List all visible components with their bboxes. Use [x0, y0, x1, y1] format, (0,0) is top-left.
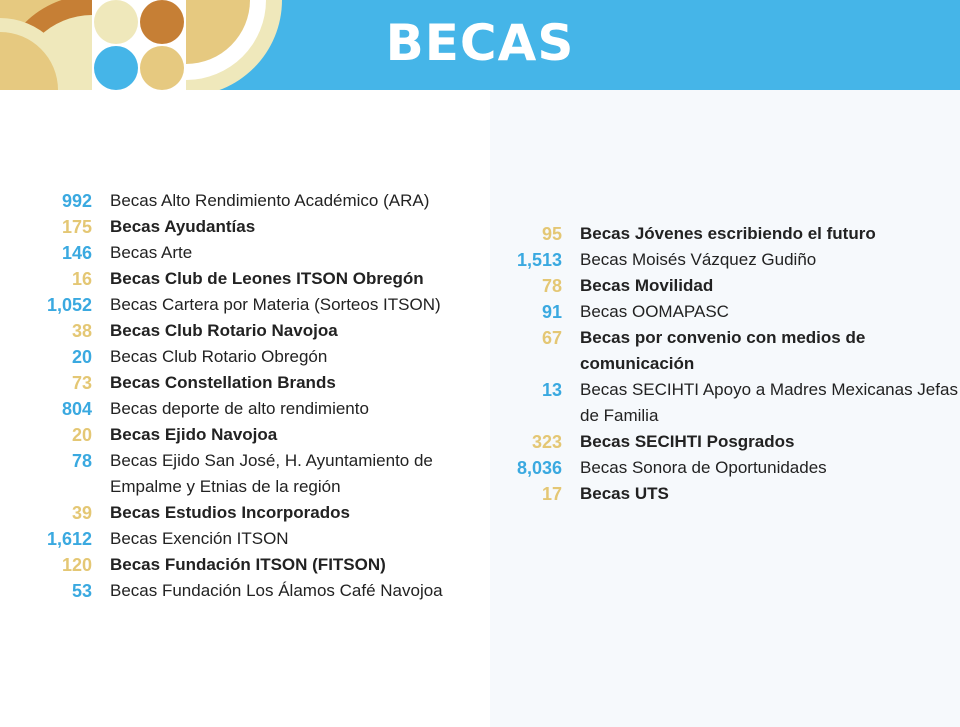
scholarship-count: 91: [541, 302, 562, 322]
scholarship-item: [500, 247, 960, 273]
scholarship-count: 53: [71, 581, 92, 601]
scholarship-name: Becas Fundación Los Álamos Café Navojoa: [110, 581, 443, 600]
scholarship-name: Becas Arte: [110, 243, 193, 262]
scholarship-name: Becas Cartera por Materia (Sorteos ITSON): [110, 295, 441, 314]
scholarship-list-right: [500, 221, 960, 507]
scholarship-count: 13: [541, 380, 562, 400]
scholarship-item: [0, 370, 480, 396]
scholarship-name: Becas Jóvenes escribiendo el futuro: [580, 224, 876, 243]
header-banner: [0, 0, 960, 90]
scholarship-item: [0, 292, 480, 318]
scholarship-name: Becas Sonora de Oportunidades: [580, 458, 827, 477]
scholarship-count: 39: [71, 503, 92, 523]
scholarship-name: Becas Alto Rendimiento Académico (ARA): [110, 191, 430, 210]
scholarship-name: Becas Exención ITSON: [110, 529, 289, 548]
scholarship-count: 73: [71, 373, 92, 393]
scholarship-count: 16: [71, 269, 92, 289]
scholarship-count: 1,052: [46, 295, 92, 315]
scholarship-item: [0, 552, 480, 578]
scholarship-item: [0, 318, 480, 344]
scholarship-item: [0, 448, 480, 500]
scholarship-item: [500, 429, 960, 455]
scholarship-count: 20: [71, 425, 92, 445]
scholarship-item: [0, 240, 480, 266]
scholarship-name: Becas Ejido San José, H. Ayuntamiento de Empalme y Etnias de la región: [110, 451, 433, 496]
scholarship-count: 38: [71, 321, 92, 341]
scholarship-count: 20: [71, 347, 92, 367]
scholarship-count: 804: [61, 399, 92, 419]
scholarship-name: Becas por convenio con medios de comunicación: [580, 328, 866, 373]
scholarship-count: 95: [541, 224, 562, 244]
scholarship-name: Becas Constellation Brands: [110, 373, 336, 392]
scholarship-name: Becas Club Rotario Navojoa: [110, 321, 338, 340]
scholarship-count: 1,612: [46, 529, 92, 549]
scholarship-count: 67: [541, 328, 562, 348]
scholarship-item: [0, 526, 480, 552]
scholarship-name: Becas OOMAPASC: [580, 302, 729, 321]
scholarship-item: [500, 455, 960, 481]
scholarship-item: [0, 422, 480, 448]
scholarship-name: Becas Ejido Navojoa: [110, 425, 278, 444]
scholarship-name: Becas Fundación ITSON (FITSON): [110, 555, 386, 574]
page-title: BECAS: [385, 14, 575, 72]
scholarship-name: Becas Moisés Vázquez Gudiño: [580, 250, 817, 269]
scholarship-name: Becas SECIHTI Apoyo a Madres Mexicanas Jefas de Familia: [580, 380, 958, 425]
scholarship-count: 17: [541, 484, 562, 504]
scholarship-count: 8,036: [516, 458, 562, 478]
scholarship-name: Becas deporte de alto rendimiento: [110, 399, 369, 418]
scholarship-name: Becas UTS: [580, 484, 669, 503]
scholarship-item: [0, 188, 480, 214]
scholarship-count: 78: [71, 451, 92, 471]
scholarship-count: 323: [531, 432, 562, 452]
scholarship-item: [500, 325, 960, 377]
scholarship-item: [0, 396, 480, 422]
scholarship-name: Becas Ayudantías: [110, 217, 256, 236]
scholarship-item: [0, 214, 480, 240]
scholarship-count: 78: [541, 276, 562, 296]
scholarship-item: [0, 578, 480, 604]
scholarship-item: [500, 273, 960, 299]
scholarship-name: Becas Club Rotario Obregón: [110, 347, 328, 366]
scholarship-item: [0, 500, 480, 526]
scholarship-list-left: [0, 188, 480, 604]
scholarship-item: [500, 481, 960, 507]
scholarship-item: [500, 221, 960, 247]
scholarship-item: [0, 344, 480, 370]
scholarship-name: Becas Club de Leones ITSON Obregón: [110, 269, 424, 288]
scholarship-count: 146: [61, 243, 92, 263]
scholarship-item: [500, 377, 960, 429]
scholarship-item: [500, 299, 960, 325]
scholarship-count: 120: [61, 555, 92, 575]
scholarship-name: Becas Estudios Incorporados: [110, 503, 350, 522]
scholarship-name: Becas Movilidad: [580, 276, 714, 295]
scholarship-count: 175: [61, 217, 92, 237]
scholarship-item: [0, 266, 480, 292]
scholarship-count: 1,513: [516, 250, 562, 270]
scholarship-name: Becas SECIHTI Posgrados: [580, 432, 795, 451]
scholarship-count: 992: [61, 191, 92, 211]
